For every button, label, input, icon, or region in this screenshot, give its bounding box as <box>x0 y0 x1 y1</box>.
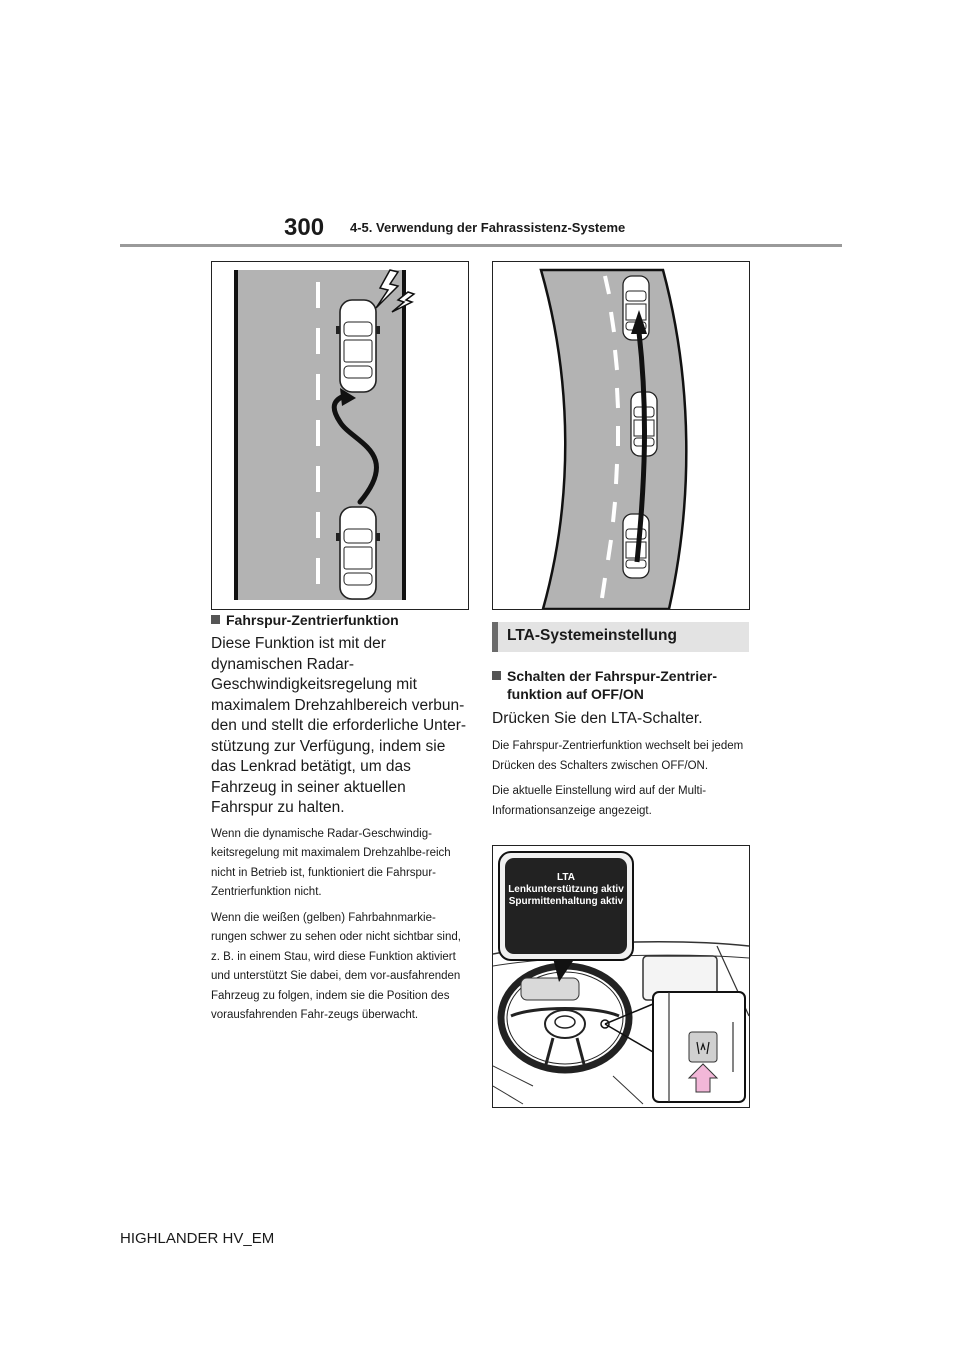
heading-marker-icon <box>492 671 501 680</box>
lane-centering-illustration <box>492 261 750 610</box>
page-number: 300 <box>284 214 325 241</box>
display-line-3: Spurmittenhaltung aktiv <box>508 896 624 907</box>
header-rule <box>120 244 842 247</box>
car-bottom <box>623 514 649 578</box>
section-box-lta <box>492 622 749 652</box>
display-line-2: Lenkunterstützung aktiv <box>508 884 624 895</box>
note-paragraph-2: Wenn die weißen (gelben) Fahrbahnmarkie-rungen schwer zu sehen oder nicht sichtbar sind, z. B. in einem Stau, wird diese Funktion aktiviert und unterstützt Sie dabei, dem vor-ausfahrenden Fahrzeug zu folgen, indem sie die Position des vorausfahrenden Fahr-zeugs überwacht. <box>211 911 461 1021</box>
section-box-title: LTA-Systemeinstellung <box>507 627 677 644</box>
note-paragraph-1: Wenn die dynamische Radar-Geschwindig-keitsregelung mit maximalem Drehzahlbe-reich nicht in Betrieb ist, funktioniert die Fahrspur-Zentrierfunktion nicht. <box>211 827 451 898</box>
note-paragraph-2: Die aktuelle Einstellung wird auf der Multi-Informationsanzeige angezeigt. <box>492 785 707 817</box>
section-title: 4-5. Verwendung der Fahrassistenz-Systeme <box>350 220 626 235</box>
note-paragraph-1: Die Fahrspur-Zentrierfunktion wechselt bei jedem Drücken des Schalters zwischen OFF/ON. <box>492 740 744 772</box>
lead-paragraph: Diese Funktion ist mit der dynamischen Radar-Geschwindigkeitsregelung mit maximalem Drehzahlbereich verbun-den und stellt die erforderliche Unter-stützung zur Verfügung, indem sie das Lenkrad betätigt, um das Fahrzeug in seiner aktuellen Fahrspur zu halten. <box>211 635 467 816</box>
lead-paragraph: Drücken Sie den LTA-Schalter. <box>492 710 703 727</box>
heading-fahrspur: Fahrspur-Zentrierfunktion <box>211 612 469 628</box>
lane-drift-illustration <box>211 261 469 610</box>
heading-schalten: Schalten der Fahrspur-Zentrier- funktion auf OFF/ON <box>492 667 750 703</box>
dashboard-illustration <box>492 845 750 1108</box>
right-column <box>492 667 750 827</box>
left-column <box>211 612 469 1032</box>
heading-marker-icon <box>211 615 220 624</box>
car-bottom <box>336 507 380 599</box>
footer-model: HIGHLANDER HV_EM <box>120 1230 275 1247</box>
car-top <box>336 300 380 392</box>
display-message <box>505 872 627 908</box>
display-line-1: LTA <box>557 872 575 883</box>
